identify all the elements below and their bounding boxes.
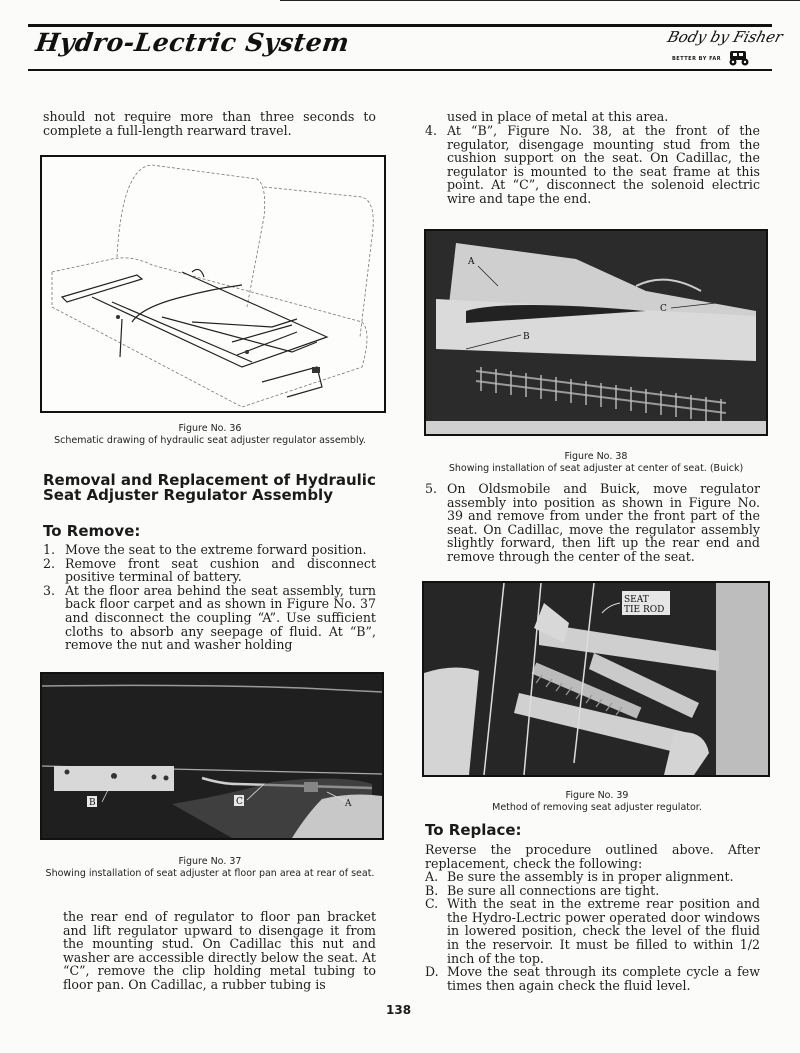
figure-39-title: Figure No. 39 bbox=[565, 790, 629, 801]
list-item-text: At “B”, Figure No. 38, at the front of the regulator, disengage mounting stud from the cushion support on the seat. On Cadillac, the regulator is mounted to the seat frame at this point. At “C”, disconnect the solenoid electric wire and tape the end. bbox=[447, 123, 760, 206]
figure-38-label-c: C bbox=[660, 304, 667, 314]
replace-intro-paragraph: Reverse the procedure outlined above. After replacement, check the following: bbox=[425, 842, 760, 871]
list-item-number: 5. bbox=[425, 481, 438, 496]
list-item-number: 3. bbox=[43, 582, 56, 598]
list-item bbox=[425, 965, 760, 992]
brand-logo bbox=[665, 28, 785, 68]
list-item-text: Move the seat to the extreme forward position. bbox=[65, 542, 367, 557]
intro-paragraph: should not require more than three seconds to complete a full-length rearward travel. bbox=[43, 109, 376, 138]
figure-38-caption bbox=[424, 451, 768, 475]
top-edge-rule bbox=[280, 0, 800, 1]
brand-script: Body by Fisher bbox=[665, 28, 785, 46]
figure-38-description: Showing installation of seat adjuster at center of seat. (Buick) bbox=[448, 463, 744, 474]
section-heading: Removal and Replacement of Hydraulic Seat Adjuster Regulator Assembly bbox=[43, 471, 376, 504]
list-item-number: 1. bbox=[43, 542, 56, 557]
brand-tagline: BETTER BY FAR bbox=[672, 56, 722, 62]
list-item-text: Remove front seat cushion and disconnect positive terminal of battery. bbox=[65, 555, 376, 585]
figure-38-label-b: B bbox=[523, 332, 530, 342]
to-replace-heading: To Replace: bbox=[425, 821, 522, 839]
figure-37-description: Showing installation of seat adjuster at floor pan area at rear of seat. bbox=[45, 868, 375, 879]
seat-center-photo-illustration bbox=[426, 231, 766, 434]
left-continuation-paragraph: the rear end of regulator to floor pan bracket and lift regulator upward to disengage it from the mounting stud. On Cadillac this nut and washer are accessible directly below the seat. At “C”, remove the clip holding metal tubing to floor pan. On Cadillac, a rubber tubing is bbox=[63, 909, 376, 992]
list-item bbox=[425, 124, 760, 206]
list-item-text: On Oldsmobile and Buick, move regulator assembly into position as shown in Figure No. 39 and remove from under the front part of the seat. On Cadillac, move the regulator assembly slightly forward, then lift up the rear end and remove through the center of the seat. bbox=[447, 481, 760, 564]
list-item bbox=[425, 897, 760, 965]
figure-37-caption bbox=[20, 856, 400, 880]
list-item-number: 4. bbox=[425, 123, 438, 138]
list-item-letter: C. bbox=[425, 896, 439, 912]
list-item-number: 2. bbox=[43, 555, 56, 571]
figure-37-photo bbox=[40, 672, 384, 840]
figure-39-caption bbox=[422, 790, 772, 814]
figure-37-title: Figure No. 37 bbox=[178, 856, 242, 867]
seat-schematic-illustration bbox=[42, 157, 384, 411]
list-item-text: With the seat in the extreme rear position and the Hydro-Lectric power operated door windows in lowered position, check the level of the fluid in the reservoir. It must be filled to within 1/2 inch of the top. bbox=[447, 896, 760, 966]
list-item-text: At the floor area behind the seat assembly, turn back floor carpet and as shown in Figure No. 37 and disconnect the coupling “A”. Use sufficient cloths to absorb any seepage of fluid. At “B”, remove the nut and washer holding bbox=[65, 582, 376, 653]
list-item-letter: B. bbox=[425, 882, 439, 898]
list-item-letter: D. bbox=[425, 964, 439, 980]
figure-36-description: Schematic drawing of hydraulic seat adjuster regulator assembly. bbox=[54, 435, 366, 446]
coach-icon bbox=[726, 48, 752, 66]
figure-36-caption bbox=[30, 423, 390, 447]
figure-38-label-a: A bbox=[468, 257, 475, 267]
to-remove-heading: To Remove: bbox=[43, 522, 141, 540]
list-item-text: Move the seat through its complete cycle a few times then again check the fluid level. bbox=[447, 964, 760, 993]
list-item bbox=[425, 870, 760, 884]
header-rule-bottom bbox=[28, 69, 772, 71]
figure-39-photo bbox=[422, 581, 770, 777]
list-item bbox=[425, 884, 760, 898]
figure-39-label-seat: SEAT bbox=[624, 595, 649, 605]
figure-37-label-a: A bbox=[345, 799, 352, 809]
figure-38-title: Figure No. 38 bbox=[564, 451, 628, 462]
list-item-text: Be sure all connections are tight. bbox=[447, 882, 660, 898]
replace-checks-list bbox=[425, 870, 760, 992]
step-5-list bbox=[425, 482, 760, 564]
figure-38-photo bbox=[424, 229, 768, 436]
regulator-removal-photo-illustration bbox=[424, 583, 768, 775]
list-item-letter: A. bbox=[425, 869, 439, 884]
figure-37-label-b: B bbox=[89, 798, 96, 808]
figure-39-description: Method of removing seat adjuster regulator. bbox=[492, 802, 702, 813]
step-4-list bbox=[425, 124, 760, 206]
figure-36-drawing bbox=[40, 155, 386, 413]
page-number: 138 bbox=[386, 1003, 412, 1017]
list-item bbox=[425, 482, 760, 564]
list-item bbox=[43, 584, 376, 652]
remove-steps-list bbox=[43, 543, 376, 652]
figure-39-label-tie-rod: TIE ROD bbox=[624, 605, 665, 615]
list-item bbox=[43, 557, 376, 584]
page-title: Hydro-Lectric System bbox=[33, 28, 352, 57]
list-item bbox=[43, 543, 376, 557]
list-item-text: Be sure the assembly is in proper alignment. bbox=[447, 869, 734, 884]
header-rule-top bbox=[28, 24, 772, 27]
floor-pan-photo-illustration bbox=[42, 674, 382, 838]
right-continuation-paragraph: used in place of metal at this area. bbox=[447, 109, 669, 124]
figure-36-title: Figure No. 36 bbox=[178, 423, 242, 434]
figure-37-label-c: C bbox=[236, 797, 243, 807]
